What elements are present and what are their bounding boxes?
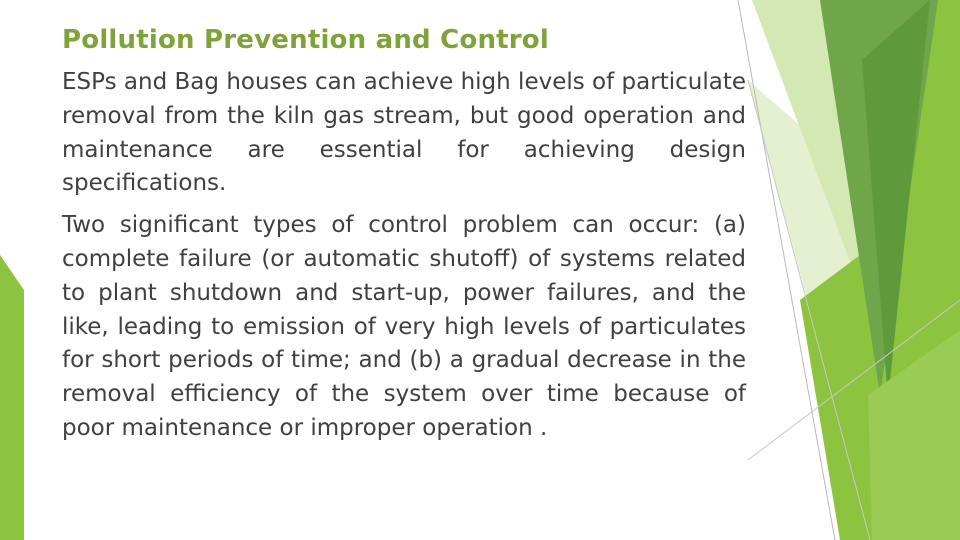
- paragraph-esp-baghouses: ESPs and Bag houses can achieve high levels of particulate removal from the kiln gas stream, but good operation and maintenance are essential for achieving design specifications.: [62, 69, 746, 197]
- slide-title: Pollution Prevention and Control: [62, 25, 549, 55]
- slide-body: [62, 66, 746, 446]
- left-edge-accent: [0, 255, 24, 540]
- paragraph-control-problems: Two significant types of control problem can occur: (a) complete failure (or automatic shutoff) of systems related to plant shutdown and start-up, power failures, and the like, leading to emission of very high levels of particulates for short periods of time; and (b) a gradual decrease in the removal efficiency of the system over time because of poor maintenance or improper operation .: [62, 212, 746, 441]
